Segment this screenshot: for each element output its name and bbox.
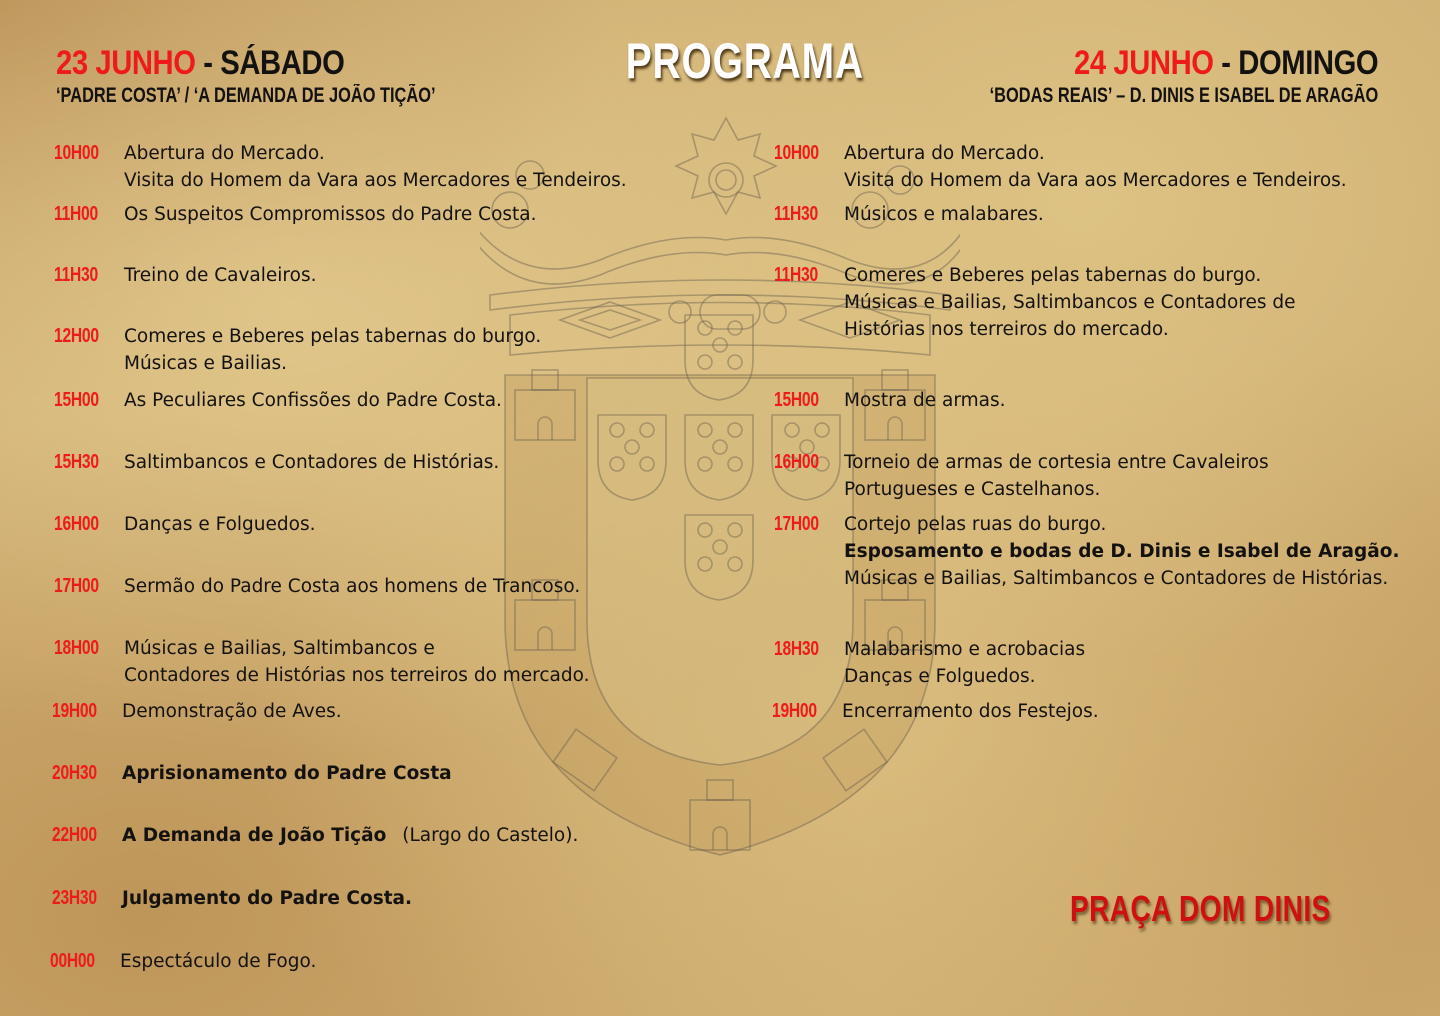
event-text: Comeres e Beberes pelas tabernas do burgo.: [844, 265, 1262, 286]
event-text: Visita do Homem da Vara aos Mercadores e Tendeiros.: [844, 170, 1347, 191]
event-text: Histórias nos terreiros do mercado.: [844, 319, 1169, 340]
event-text: As Peculiares Confissões do Padre Costa.: [124, 390, 502, 411]
event-time: 15H30: [54, 451, 99, 473]
day1-title: [56, 44, 474, 82]
event-text: Comeres e Beberes pelas tabernas do burgo.: [124, 326, 542, 347]
event-time: 11H30: [774, 264, 818, 286]
event-text: Contadores de Histórias nos terreiros do mercado.: [124, 665, 590, 686]
event-text: Treino de Cavaleiros.: [124, 265, 317, 286]
day1-subtitle: ‘PADRE COSTA’ / ‘A DEMANDA DE JOÃO TIÇÃO’: [56, 84, 436, 107]
schedule-item: [52, 885, 412, 912]
program-title: PROGRAMA: [625, 33, 864, 89]
event-time: 18H30: [774, 638, 819, 660]
event-time: 17H00: [774, 513, 819, 535]
event-text: Músicos e malabares.: [844, 204, 1044, 225]
schedule-item: [52, 760, 452, 787]
event-time: 11H00: [54, 203, 98, 225]
event-time: 15H00: [774, 389, 819, 411]
schedule-item: [54, 511, 315, 538]
event-text: Cortejo pelas ruas do burgo.: [844, 514, 1107, 535]
schedule-item: [52, 698, 342, 725]
event-text: Demonstração de Aves.: [122, 701, 342, 722]
event-time: 20H30: [52, 762, 97, 784]
event-text: Mostra de armas.: [844, 390, 1006, 411]
schedule-item: [774, 449, 1269, 503]
event-time: 11H30: [774, 203, 818, 225]
event-text: Danças e Folguedos.: [124, 514, 316, 535]
day2-title: [950, 44, 1378, 82]
event-text: Abertura do Mercado.: [844, 143, 1045, 164]
schedule-item: [54, 387, 502, 414]
event-text: Músicas e Bailias, Saltimbancos e: [124, 638, 435, 659]
event-text: A Demanda de João Tição: [122, 825, 387, 846]
event-time: 11H30: [54, 264, 98, 286]
day1-weekday: SÁBADO: [220, 44, 345, 82]
event-text: Músicas e Bailias, Saltimbancos e Contadores de: [844, 292, 1296, 313]
schedule-item: [54, 140, 627, 194]
event-time: 10H00: [774, 142, 819, 164]
day1-date: 23 JUNHO: [56, 44, 196, 82]
schedule-item: [774, 140, 1347, 194]
event-text: Músicas e Bailias, Saltimbancos e Contadores de Histórias.: [844, 568, 1389, 589]
event-time: 16H00: [54, 513, 99, 535]
schedule-item: [54, 262, 316, 289]
schedule-item: [54, 449, 499, 476]
event-time: 17H00: [54, 575, 99, 597]
event-text: Sermão do Padre Costa aos homens de Trancoso.: [124, 576, 581, 597]
event-text: Malabarismo e acrobacias: [844, 639, 1086, 660]
event-text: Esposamento e bodas de D. Dinis e Isabel de Aragão.: [844, 541, 1400, 562]
event-text: Danças e Folguedos.: [844, 666, 1036, 687]
day2-separator: -: [1213, 44, 1239, 82]
schedule-item: [774, 262, 1296, 343]
day2-subtitle: ‘BODAS REAIS’ – D. DINIS E ISABEL DE ARAGÃO: [989, 84, 1378, 107]
schedule-item: [774, 387, 1006, 414]
event-time: 19H00: [772, 700, 817, 722]
schedule-item: [54, 201, 537, 228]
event-text: Músicas e Bailias.: [124, 353, 288, 374]
event-text: Abertura do Mercado.: [124, 143, 325, 164]
venue-label: PRAÇA DOM DINIS: [1070, 888, 1331, 929]
day1-separator: -: [195, 44, 221, 82]
event-time: 10H00: [54, 142, 99, 164]
event-time: 12H00: [54, 325, 99, 347]
schedule-item: [774, 636, 1085, 690]
event-text: Os Suspeitos Compromissos do Padre Costa.: [124, 204, 537, 225]
event-text: Saltimbancos e Contadores de Histórias.: [124, 452, 500, 473]
event-time: 22H00: [52, 824, 97, 846]
event-text: Encerramento dos Festejos.: [842, 701, 1099, 722]
event-time: 18H00: [54, 637, 99, 659]
schedule-item: [774, 511, 1399, 592]
event-text: Julgamento do Padre Costa.: [122, 888, 413, 909]
schedule-item: [50, 948, 316, 975]
schedule-item: [772, 698, 1099, 725]
event-location-note: (Largo do Castelo).: [396, 825, 579, 846]
schedule-item: [774, 201, 1044, 228]
day2-weekday: DOMINGO: [1238, 44, 1378, 82]
event-text: Espectáculo de Fogo.: [120, 951, 317, 972]
event-time: 15H00: [54, 389, 99, 411]
event-time: 00H00: [50, 950, 95, 972]
schedule-item: [54, 635, 590, 689]
schedule-item: [52, 822, 578, 849]
event-time: 19H00: [52, 700, 97, 722]
event-text: Portugueses e Castelhanos.: [844, 479, 1101, 500]
event-text: Visita do Homem da Vara aos Mercadores e Tendeiros.: [124, 170, 627, 191]
event-text: Torneio de armas de cortesia entre Cavaleiros: [844, 452, 1269, 473]
event-text: Aprisionamento do Padre Costa: [122, 763, 452, 784]
day2-header: [880, 44, 1378, 108]
event-time: 23H30: [52, 887, 97, 909]
event-time: 16H00: [774, 451, 819, 473]
schedule-item: [54, 573, 580, 600]
day1-header: [56, 44, 543, 108]
day2-date: 24 JUNHO: [1073, 44, 1214, 82]
schedule-item: [54, 323, 541, 377]
